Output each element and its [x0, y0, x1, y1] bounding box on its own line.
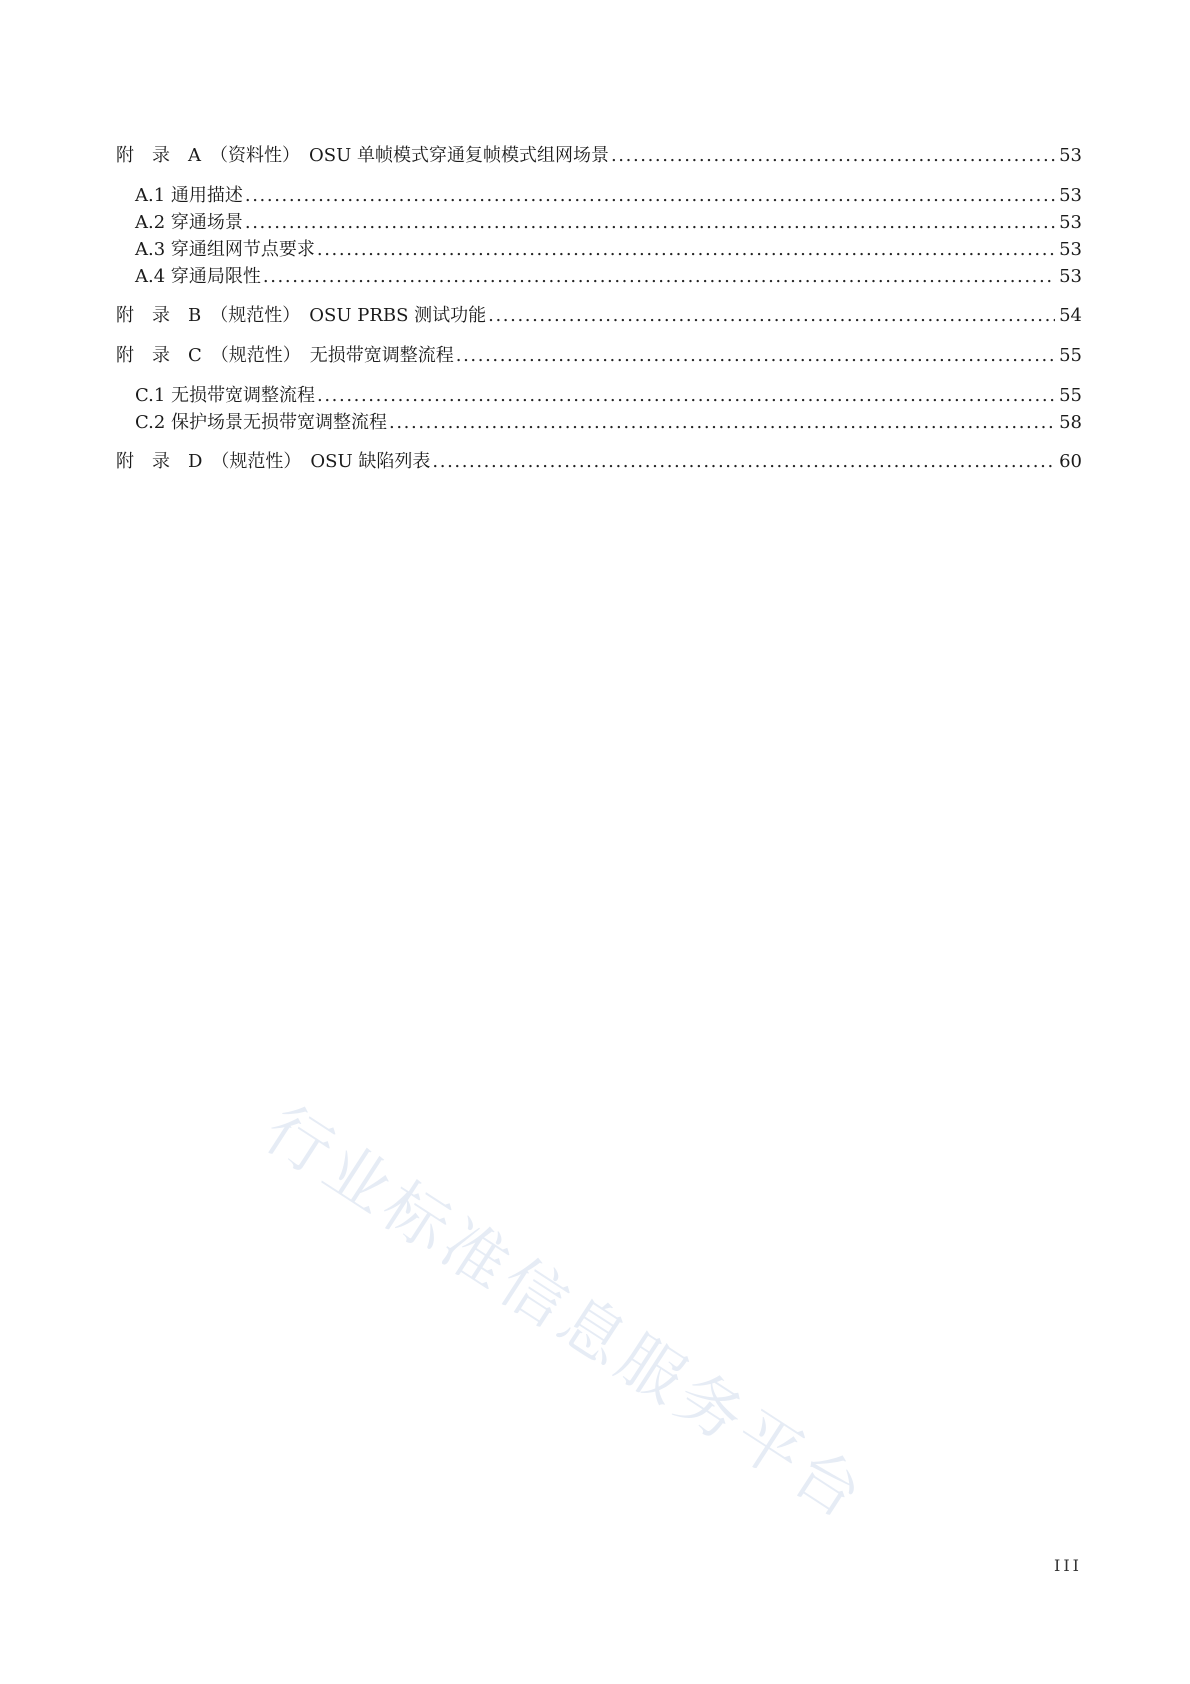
toc-entry-annex-b[interactable]: [116, 302, 1082, 330]
toc-leader-dots: [488, 302, 1055, 330]
toc-leader-dots: [245, 182, 1055, 209]
toc-leader-dots: [245, 209, 1055, 236]
toc-page-number: 53: [1055, 182, 1082, 209]
toc-leader-dots: [432, 448, 1055, 476]
toc-entry-c1[interactable]: [116, 382, 1082, 409]
toc-page-number: 53: [1055, 209, 1082, 236]
toc-page-number: 60: [1055, 448, 1082, 476]
toc-page-number: 53: [1055, 142, 1082, 170]
watermark-text: 行业标准信息服务平台: [251, 1092, 879, 1536]
toc-page-number: 53: [1055, 263, 1082, 290]
toc-entry-label: C.1 无损带宽调整流程: [135, 382, 317, 409]
toc-leader-dots: [389, 409, 1055, 436]
toc-entry-label: A.4 穿通局限性: [135, 263, 263, 290]
toc-entry-label: 附 录 D （规范性） OSU 缺陷列表: [116, 448, 432, 476]
toc-entry-label: 附 录 B （规范性） OSU PRBS 测试功能: [116, 302, 488, 330]
toc-entry-annex-a[interactable]: [116, 142, 1082, 170]
toc-leader-dots: [456, 342, 1055, 370]
toc-page-number: 58: [1055, 409, 1082, 436]
toc-entry-a2[interactable]: [116, 209, 1082, 236]
toc-entry-annex-d[interactable]: [116, 448, 1082, 476]
toc-page-number: 53: [1055, 236, 1082, 263]
toc-entry-label: A.3 穿通组网节点要求: [135, 236, 317, 263]
toc-entry-label: C.2 保护场景无损带宽调整流程: [135, 409, 389, 436]
toc-leader-dots: [611, 142, 1055, 170]
toc-leader-dots: [317, 382, 1055, 409]
toc-leader-dots: [317, 236, 1055, 263]
toc-entry-a1[interactable]: [116, 182, 1082, 209]
page-folio: III: [1054, 1556, 1082, 1575]
toc-page-number: 55: [1055, 342, 1082, 370]
toc-page-number: 55: [1055, 382, 1082, 409]
toc-entry-label: 附 录 C （规范性） 无损带宽调整流程: [116, 342, 456, 370]
toc-entry-a3[interactable]: [116, 236, 1082, 263]
toc-leader-dots: [263, 263, 1055, 290]
toc-entry-a4[interactable]: [116, 263, 1082, 290]
table-of-contents: [116, 142, 1082, 476]
toc-entry-label: 附 录 A （资料性） OSU 单帧模式穿通复帧模式组网场景: [116, 142, 611, 170]
toc-entry-label: A.1 通用描述: [135, 182, 245, 209]
toc-entry-c2[interactable]: [116, 409, 1082, 436]
toc-entry-annex-c[interactable]: [116, 342, 1082, 370]
toc-entry-label: A.2 穿通场景: [135, 209, 245, 236]
toc-page-number: 54: [1055, 302, 1082, 330]
